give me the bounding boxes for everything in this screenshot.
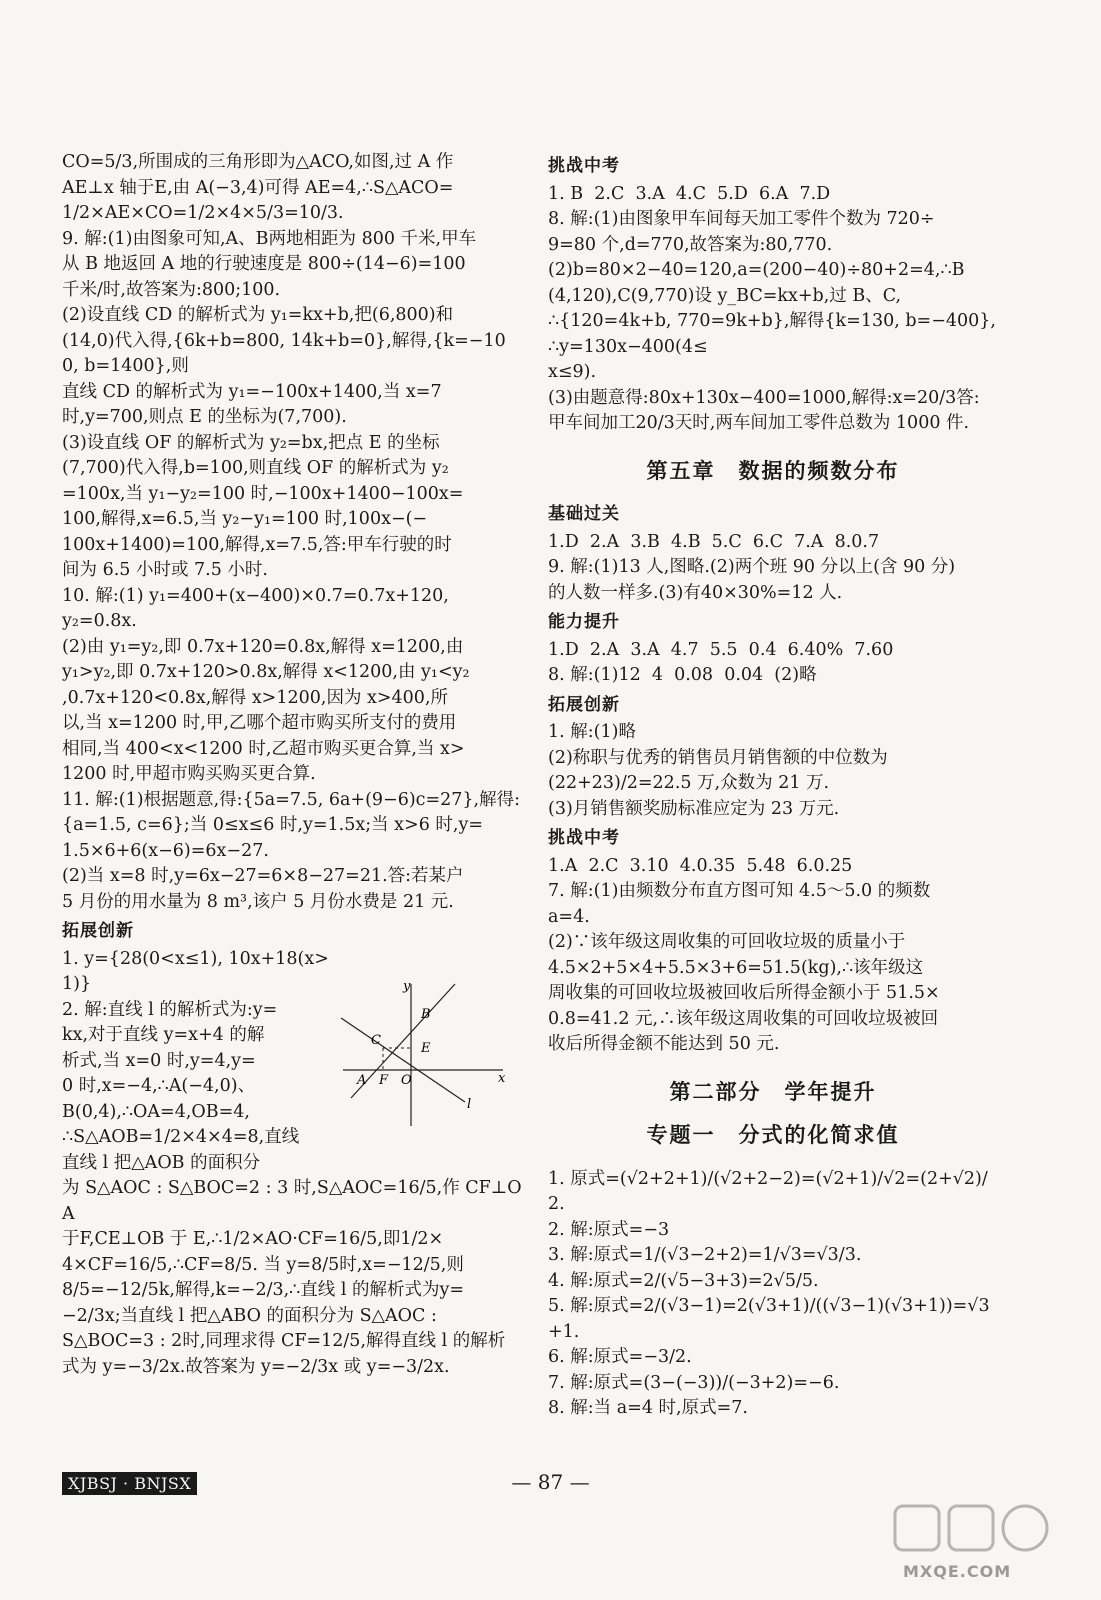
label-b: B xyxy=(421,1007,431,1022)
answer-line: 直线 l 把△AOB 的面积分 xyxy=(62,1152,261,1173)
label-e: E xyxy=(421,1041,431,1056)
answer-line: 间为 6.5 小时或 7.5 小时. xyxy=(62,560,268,580)
part-2-title: 第二部分 学年提升 xyxy=(669,1079,877,1104)
left-answer-block xyxy=(62,150,522,915)
page-number: — 87 — xyxy=(511,1470,590,1494)
answer-line: 4.5×2+5×4+5.5×3+6=51.5(kg),∴该年级这 xyxy=(548,957,924,978)
answer-line: 11. 解:(1)根据题意,得:{5a=7.5, 6a+(9−6)c=27},解得: xyxy=(62,789,520,810)
chapter-5-title: 第五章 数据的频数分布 xyxy=(646,458,900,483)
topic-1-title: 专题一 分式的化简求值 xyxy=(646,1123,900,1147)
answer-line: 于F,CE⊥OB 于 E,∴1/2×AO·CF=16/5,即1/2× xyxy=(62,1229,444,1249)
answer-line: ,0.7x+120<0.8x,解得 x>1200,因为 x>400,所 xyxy=(62,687,449,708)
answer-line: B(0,4),∴OA=4,OB=4, xyxy=(62,1101,250,1122)
answer-line: 收后所得金额不能达到 50 元. xyxy=(548,1034,780,1054)
answer-line: ∴S△AOB=1/2×4×4=8,直线 xyxy=(62,1127,300,1147)
answer-line: 甲车间加工20/3天时,两车间加工零件总数为 1000 件. xyxy=(548,413,970,433)
answer-line: 5 月份的用水量为 8 m³,该户 5 月份水费是 21 元. xyxy=(62,891,454,912)
left-column xyxy=(62,150,522,1380)
answer-line: 1.5×6+6(x−6)=6x−27. xyxy=(62,840,269,861)
section-heading-tiaozhan-2: 挑战中考 xyxy=(548,828,620,848)
answer-line: (2)称职与优秀的销售员月销售额的中位数为 xyxy=(548,747,888,768)
topic-1-answers xyxy=(548,1167,998,1422)
answer-line: 6. 解:原式=−3/2. xyxy=(548,1347,692,1367)
answer-line: (2)设直线 CD 的解析式为 y₁=kx+b,把(6,800)和 xyxy=(62,305,454,325)
answer-line: a=4. xyxy=(548,906,590,927)
answer-line: x≤9). xyxy=(548,362,597,382)
right-answer-block xyxy=(548,182,998,437)
watermark-icon xyxy=(891,1500,1061,1560)
tiaozhan-answers xyxy=(548,854,998,1058)
answer-line: 0 时,x=−4,∴A(−4,0)、 xyxy=(62,1076,256,1096)
coordinate-figure xyxy=(333,978,513,1128)
label-l: l xyxy=(467,1097,472,1112)
answer-line: 7. 解:(1)由频数分布直方图可知 4.5～5.0 的频数 xyxy=(548,881,931,901)
answer-line: 10. 解:(1) y₁=400+(x−400)×0.7=0.7x+120, xyxy=(62,585,449,606)
answer-line: 1. y={28(0<x≤1), 10x+18(x>1)} xyxy=(62,948,329,994)
answer-line: 8. 解:(1)由图象甲车间每天加工零件个数为 720÷ xyxy=(548,209,935,229)
answer-line: 8/5=−12/5k,解得,k=−2/3,∴直线 l 的解析式为y= xyxy=(62,1280,465,1300)
answer-line: (4,120),C(9,770)设 y_BC=kx+b,过 B、C, xyxy=(548,285,902,306)
book-code-tag: XJBSJ · BNJSX xyxy=(62,1472,197,1495)
answer-line: 的人数一样多.(3)有40×30%=12 人. xyxy=(548,582,843,603)
answer-line: 2. 解:原式=−3 xyxy=(548,1219,670,1240)
section-heading-tuozhan: 拓展创新 xyxy=(62,921,134,941)
answer-line: 为 S△AOC : S△BOC=2 : 3 时,S△AOC=16/5,作 CF⊥OA xyxy=(62,1178,522,1224)
watermark-text: MXQE.COM xyxy=(903,1562,1012,1581)
label-y: y xyxy=(403,979,411,994)
answer-line: (2)由 y₁=y₂,即 0.7x+120=0.8x,解得 x=1200,由 xyxy=(62,636,464,657)
answer-line: (2)当 x=8 时,y=6x−27=6×8−27=21.答:若某户 xyxy=(62,866,464,886)
answer-line: 周收集的可回收垃圾被回收后所得金额小于 51.5× xyxy=(548,983,940,1003)
answer-line: 1200 时,甲超市购买购买更合算. xyxy=(62,764,316,784)
label-x: x xyxy=(498,1071,506,1086)
answer-line: 析式,当 x=0 时,y=4,y= xyxy=(62,1050,256,1071)
answer-line: (3)由题意得:80x+130x−400=1000,解得:x=20/3答: xyxy=(548,387,980,408)
answer-line: 7. 解:原式=(3−(−3))/(−3+2)=−6. xyxy=(548,1372,840,1393)
label-a: A xyxy=(357,1073,367,1088)
answer-line: 1. 解:(1)略 xyxy=(548,722,636,742)
answer-line: 0.8=41.2 元,∴该年级这周收集的可回收垃圾被回 xyxy=(548,1008,939,1029)
watermark-logo xyxy=(891,1500,1061,1590)
answer-line: 9. 解:(1)13 人,图略.(2)两个班 90 分以上(含 90 分) xyxy=(548,557,956,577)
answer-line: (3)月销售额奖励标准应定为 23 万元. xyxy=(548,798,840,819)
answer-line: 千米/时,故答案为:800;100. xyxy=(62,279,281,300)
answer-line: (2)∵该年级这周收集的可回收垃圾的质量小于 xyxy=(548,932,906,952)
answer-line: CO=5/3,所围成的三角形即为△ACO,如图,过 A 作 xyxy=(62,152,454,172)
answer-line: S△BOC=3 : 2时,同理求得 CF=12/5,解得直线 l 的解析 xyxy=(62,1331,506,1351)
answer-line: 100x+1400)=100,解得,x=7.5,答:甲车行驶的时 xyxy=(62,534,452,555)
answer-line: 1.A 2.C 3.10 4.0.35 5.48 6.0.25 xyxy=(548,855,853,876)
nengli-answers xyxy=(548,638,998,689)
answer-line: 9. 解:(1)由图象可知,A、B两地相距为 800 千米,甲车 xyxy=(62,228,477,249)
section-heading-nengli: 能力提升 xyxy=(548,612,620,632)
left-answer-block-2 xyxy=(62,947,522,1381)
answer-line: =100x,当 y₁−y₂=100 时,−100x+1400−100x= xyxy=(62,483,464,504)
answer-line: 9=80 个,d=770,故答案为:80,770. xyxy=(548,234,833,255)
jichu-answers xyxy=(548,530,998,607)
answer-line: 4. 解:原式=2/(√5−3+3)=2√5/5. xyxy=(548,1270,819,1291)
answer-line: 1.D 2.A 3.A 4.7 5.5 0.4 6.40% 7.60 xyxy=(548,639,894,660)
answer-line: 3. 解:原式=1/(√3−2+2)=1/√3=√3/3. xyxy=(548,1245,862,1265)
answer-line: 5. 解:原式=2/(√3−1)=2(√3+1)/((√3−1)(√3+1))=√3+1. xyxy=(548,1296,990,1342)
answer-line: 时,y=700,则点 E 的坐标为(7,700). xyxy=(62,407,347,427)
answer-line: 100,解得,x=6.5,当 y₂−y₁=100 时,100x−(− xyxy=(62,509,428,529)
section-heading-tiaozhan: 挑战中考 xyxy=(548,156,620,176)
answer-line: kx,对于直线 y=x+4 的解 xyxy=(62,1025,265,1045)
answer-line: 8. 解:当 a=4 时,原式=7. xyxy=(548,1398,748,1418)
answer-line: 1/2×AE×CO=1/2×4×5/3=10/3. xyxy=(62,203,344,223)
answer-line: 式为 y=−3/2x.故答案为 y=−2/3x 或 y=−3/2x. xyxy=(62,1356,450,1377)
answer-line: 相同,当 400<x<1200 时,乙超市购买更合算,当 x> xyxy=(62,738,465,759)
answer-line: (22+23)/2=22.5 万,众数为 21 万. xyxy=(548,773,830,793)
answer-line: 以,当 x=1200 时,甲,乙哪个超市购买所支付的费用 xyxy=(62,713,457,733)
answer-line: (14,0)代入得,{6k+b=800, 14k+b=0},解得,{k=−100, b=1400},则 xyxy=(62,330,506,376)
answer-line: AE⊥x 轴于E,由 A(−3,4)可得 AE=4,∴S△ACO= xyxy=(62,177,454,198)
right-column xyxy=(548,150,998,1422)
answer-line: {a=1.5, c=6};当 0≤x≤6 时,y=1.5x;当 x>6 时,y= xyxy=(62,815,484,835)
answer-line: 从 B 地返回 A 地的行驶速度是 800÷(14−6)=100 xyxy=(62,254,466,274)
section-heading-jichu: 基础过关 xyxy=(548,504,620,524)
answer-line: 8. 解:(1)12 4 0.08 0.04 (2)略 xyxy=(548,665,817,685)
label-f: F xyxy=(379,1073,389,1088)
answer-line: −2/3x;当直线 l 把△ABO 的面积分为 S△AOC : xyxy=(62,1305,437,1326)
answer-line: 2. 解:直线 l 的解析式为:y= xyxy=(62,999,278,1020)
label-o: O xyxy=(401,1073,412,1088)
answer-line: 直线 CD 的解析式为 y₁=−100x+1400,当 x=7 xyxy=(62,381,442,402)
answer-line: (2)b=80×2−40=120,a=(200−40)÷80+2=4,∴B xyxy=(548,260,965,280)
answer-line: 4×CF=16/5,∴CF=8/5. 当 y=8/5时,x=−12/5,则 xyxy=(62,1254,464,1275)
answer-line: 1. 原式=(√2+2+1)/(√2+2−2)=(√2+1)/√2=(2+√2)/2. xyxy=(548,1168,988,1214)
answer-line: y₁>y₂,即 0.7x+120>0.8x,解得 x<1200,由 y₁<y₂ xyxy=(62,662,470,682)
answer-line: 1.D 2.A 3.B 4.B 5.C 6.C 7.A 8.0.7 xyxy=(548,531,880,552)
answer-line: (7,700)代入得,b=100,则直线 OF 的解析式为 y₂ xyxy=(62,458,449,478)
label-c: C xyxy=(371,1033,381,1048)
answer-line: 1. B 2.C 3.A 4.C 5.D 6.A 7.D xyxy=(548,183,831,204)
answer-line: y₂=0.8x. xyxy=(62,611,137,631)
tuozhan-answers xyxy=(548,720,998,822)
section-heading-tuozhan-2: 拓展创新 xyxy=(548,694,620,715)
answer-line: (3)设直线 OF 的解析式为 y₂=bx,把点 E 的坐标 xyxy=(62,432,440,453)
answer-line: ∴{120=4k+b, 770=9k+b},解得{k=130, b=−400},∴y=130x−400(4≤ xyxy=(548,311,996,357)
